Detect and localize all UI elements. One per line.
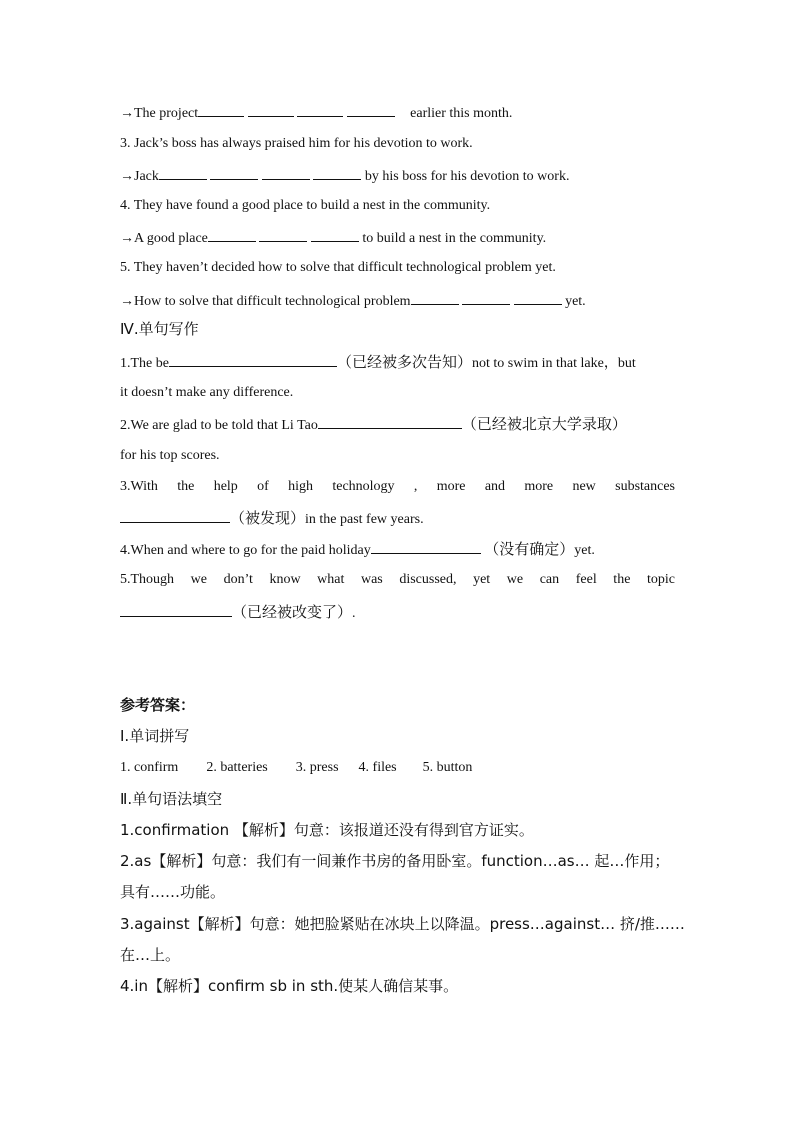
- writing-item-3: 3.With the help of high technology , more and more new substances: [120, 479, 675, 494]
- rewrite-line-4: [120, 228, 675, 248]
- writing-item-1: [120, 353, 675, 373]
- chinese-hint: （已经被多次告知）: [336, 353, 472, 371]
- answer-1: 1.confirmation 【解析】句意：该报道还没有得到官方证实。: [120, 821, 534, 839]
- writing-item-1-cont: it doesn’t make any difference.: [120, 385, 294, 400]
- answer-item: 2. batteries: [206, 760, 268, 775]
- rewrite-tail: by his boss for his devotion to work.: [364, 169, 570, 184]
- answer-4: 4.in【解析】confirm sb in sth.使某人确信某事。: [120, 977, 459, 995]
- answers-section-2-heading: Ⅱ.单句语法填空: [120, 790, 223, 808]
- chinese-hint: （被发现）: [230, 509, 306, 527]
- answer-blank[interactable]: [120, 509, 230, 523]
- item-text: not to swim in that lake，but: [472, 356, 636, 371]
- item-text: 2.We are glad to be told that Li Tao: [120, 418, 318, 433]
- item-text: 4.When and where to go for the paid holiday: [120, 543, 371, 558]
- item-text: .: [352, 606, 356, 621]
- rewrite-tail: earlier this month.: [410, 106, 513, 121]
- writing-item-4: [120, 540, 675, 560]
- answer-2-cont: 具有……功能。: [120, 883, 226, 901]
- chinese-hint: （已经被北京大学录取）: [461, 415, 627, 433]
- rewrite-line-5: [120, 291, 675, 311]
- item-text: 1.The be: [120, 356, 169, 371]
- answer-blank[interactable]: [259, 228, 307, 242]
- answers-title: 参考答案：: [120, 696, 196, 714]
- rewrite-line-2: [120, 103, 675, 123]
- writing-item-2: [120, 415, 675, 435]
- answer-item: 4. files: [358, 760, 397, 775]
- answer-blank[interactable]: [347, 103, 395, 117]
- answer-item: 3. press: [295, 760, 339, 775]
- answer-blank[interactable]: [248, 103, 294, 117]
- rewrite-prompt: →A good place: [120, 231, 208, 246]
- answer-blank[interactable]: [297, 103, 343, 117]
- chinese-hint: （没有确定）: [484, 540, 575, 558]
- answer-blank[interactable]: [318, 415, 462, 429]
- section-heading-4: Ⅳ.单句写作: [120, 320, 199, 338]
- answer-item: 1. confirm: [120, 760, 179, 775]
- answer-item: 5. button: [422, 760, 473, 775]
- answer-blank[interactable]: [313, 166, 361, 180]
- item-text: in the past few years.: [305, 512, 424, 527]
- item-text: yet.: [574, 543, 595, 558]
- rewrite-prompt: →The project: [120, 106, 199, 121]
- answer-blank[interactable]: [262, 166, 310, 180]
- writing-item-2-cont: for his top scores.: [120, 448, 220, 463]
- answer-2: 2.as【解析】句意：我们有一间兼作书房的备用卧室。function…as… 起…作用；: [120, 852, 670, 870]
- rewrite-prompt: →How to solve that difficult technological problem: [120, 294, 411, 309]
- question-5: 5. They haven’t decided how to solve that difficult technological problem yet.: [120, 260, 556, 275]
- chinese-hint: （已经被改变了）: [232, 603, 353, 621]
- answer-blank[interactable]: [198, 103, 244, 117]
- rewrite-tail: yet.: [565, 294, 586, 309]
- writing-item-5-cont: [120, 603, 675, 623]
- answer-blank[interactable]: [311, 228, 359, 242]
- answers-section-1-items: [120, 759, 675, 777]
- answer-blank[interactable]: [514, 291, 562, 305]
- rewrite-tail: to build a nest in the community.: [362, 231, 547, 246]
- answer-blank[interactable]: [120, 603, 232, 617]
- answer-blank[interactable]: [462, 291, 510, 305]
- question-3: 3. Jack’s boss has always praised him for his devotion to work.: [120, 136, 473, 151]
- answer-blank[interactable]: [371, 540, 481, 554]
- answer-3: 3.against【解析】句意：她把脸紧贴在冰块上以降温。press…against… 挤/推……: [120, 915, 685, 933]
- answers-section-1-heading: Ⅰ.单词拼写: [120, 727, 190, 745]
- writing-item-3-cont: [120, 509, 675, 529]
- rewrite-line-3: [120, 166, 675, 186]
- answer-blank[interactable]: [411, 291, 459, 305]
- question-4: 4. They have found a good place to build a nest in the community.: [120, 198, 491, 213]
- answer-blank[interactable]: [210, 166, 258, 180]
- answer-3-cont: 在…上。: [120, 946, 181, 964]
- answer-blank[interactable]: [159, 166, 207, 180]
- writing-item-5: 5.Though we don’t know what was discussed, yet we can feel the topic: [120, 572, 675, 587]
- answer-blank[interactable]: [169, 353, 337, 367]
- answer-blank[interactable]: [208, 228, 256, 242]
- rewrite-prompt: →Jack: [120, 169, 159, 184]
